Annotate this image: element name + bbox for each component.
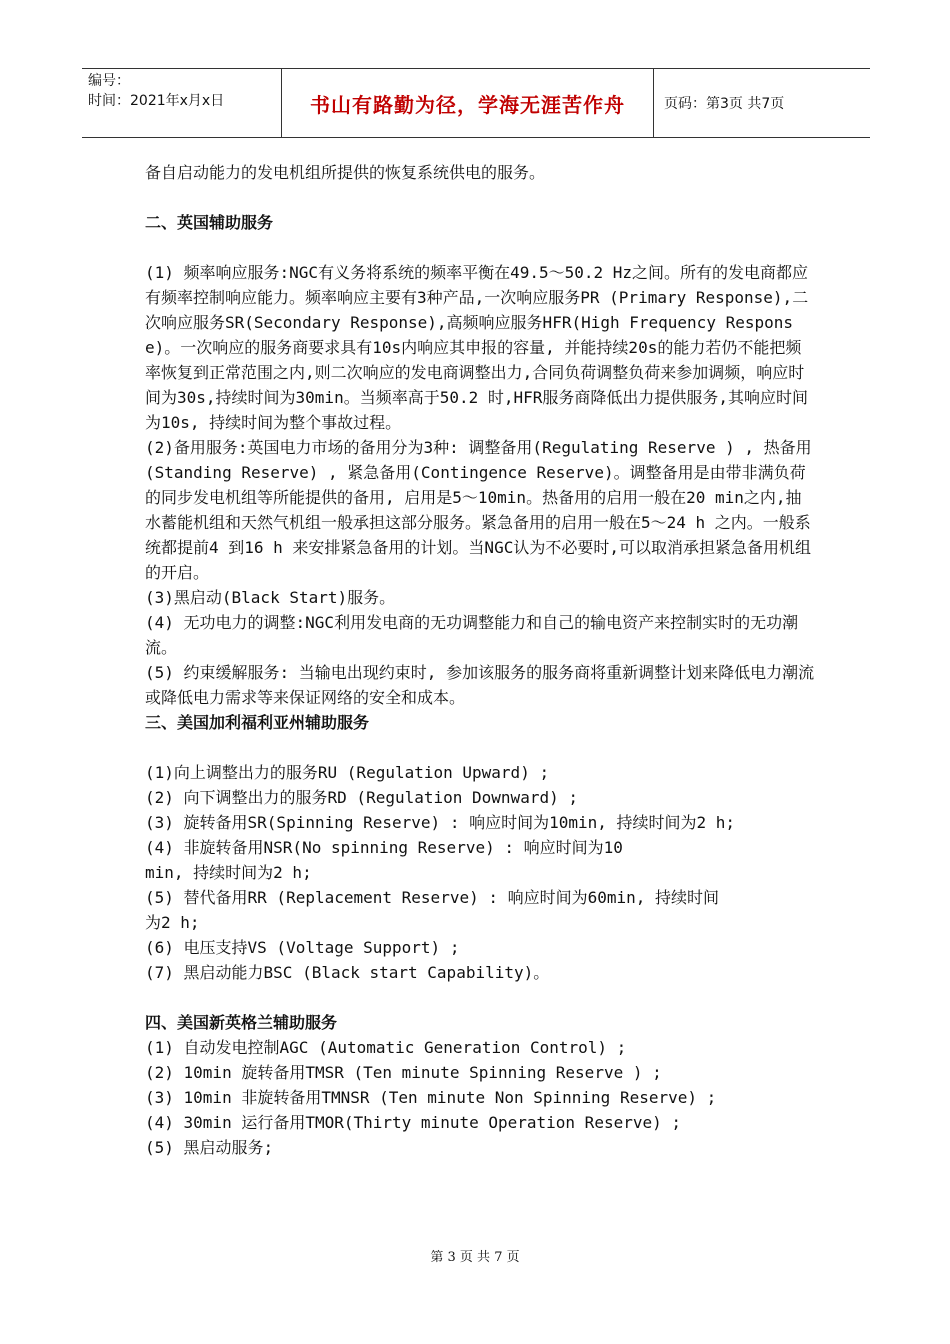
page-footer	[0, 1246, 950, 1265]
code-label: 编号：	[88, 73, 130, 89]
header-meta	[82, 69, 282, 137]
list-item: (3)黑启动(Black Start)服务。	[145, 588, 396, 607]
header-motto-cell	[282, 69, 654, 137]
list-item: (1) 自动发电控制AGC (Automatic Generation Control) ;	[145, 1038, 627, 1057]
list-item: (6) 电压支持VS (Voltage Support) ;	[145, 938, 460, 957]
list-item: (2) 10min 旋转备用TMSR (Ten minute Spinning Reserve ) ;	[145, 1063, 662, 1082]
document-header	[82, 68, 870, 138]
list-item: (1) 频率响应服务:NGC有义务将系统的频率平衡在49.5～50.2 Hz之间。所有的发电商都应有频率控制响应能力。频率响应主要有3种产品,一次响应服务PR (Primary Response),二次响应服务SR(Secondary Response),高频响应服务HFR(High Frequency Response)。一次响应的服务商要求具有10s内响应其申报的容量, 并能持续20s的能力若仍不能把频率恢复到正常范围之内,则二次响应的发电商调整出力,合同负荷调整负荷来参加调频，响应时间为30s,持续时间为30min。当频率高于50.2 时,HFR服务商降低出力提供服务,其响应时间为10s, 持续时间为整个事故过程。	[145, 263, 809, 432]
intro-paragraph: 备自启动能力的发电机组所提供的恢复系统供电的服务。	[145, 163, 546, 182]
document-body	[145, 160, 815, 1160]
list-item: (4) 无功电力的调整:NGC利用发电商的无功调整能力和自己的输电资产来控制实时的无功潮流。	[145, 613, 799, 657]
page-info-text: 页码：第3页 共7页	[664, 96, 785, 112]
section-heading-california: 三、美国加利福利亚州辅助服务	[145, 713, 370, 732]
footer-page-number: 第 3 页 共 7 页	[430, 1250, 520, 1265]
section-heading-uk: 二、英国辅助服务	[145, 213, 274, 232]
list-item: (2)备用服务:英国电力市场的备用分为3种: 调整备用(Regulating Reserve ) , 热备用(Standing Reserve) , 紧急备用(Contingence Reserve)。调整备用是由带非满负荷的同步发电机组等所能提供的备用, 启用是5～10min。热备用的启用一般在20 min之内,抽水蓄能机组和天然气机组一般承担这部分服务。紧急备用的启用一般在5～24 h 之内。一般系统都提前4 到16 h 来安排紧急备用的计划。当NGC认为不必要时,可以取消承担紧急备用机组的开启。	[145, 438, 812, 582]
list-item: (2) 向下调整出力的服务RD (Regulation Downward) ;	[145, 788, 578, 807]
list-item: (5) 替代备用RR (Replacement Reserve) : 响应时间为60min, 持续时间 为2 h;	[145, 888, 720, 932]
time-label: 时间：2021年x月x日	[88, 93, 225, 109]
section-heading-new-england: 四、美国新英格兰辅助服务	[145, 1013, 338, 1032]
list-item: (4) 30min 运行备用TMOR(Thirty minute Operation Reserve) ;	[145, 1113, 682, 1132]
list-item: (5) 黑启动服务;	[145, 1138, 274, 1157]
header-page-info	[654, 69, 870, 137]
list-item: (1)向上调整出力的服务RU (Regulation Upward) ;	[145, 763, 550, 782]
list-item: (4) 非旋转备用NSR(No spinning Reserve) : 响应时间为10 min, 持续时间为2 h;	[145, 838, 623, 882]
list-item: (7) 黑启动能力BSC (Black start Capability)。	[145, 963, 550, 982]
list-item: (5) 约束缓解服务: 当输电出现约束时, 参加该服务的服务商将重新调整计划来降低电力潮流或降低电力需求等来保证网络的安全和成本。	[145, 663, 815, 707]
motto-text: 书山有路勤为径，学海无涯苦作舟	[310, 92, 625, 117]
list-item: (3) 旋转备用SR(Spinning Reserve) : 响应时间为10min, 持续时间为2 h;	[145, 813, 736, 832]
list-item: (3) 10min 非旋转备用TMNSR (Ten minute Non Spinning Reserve) ;	[145, 1088, 717, 1107]
